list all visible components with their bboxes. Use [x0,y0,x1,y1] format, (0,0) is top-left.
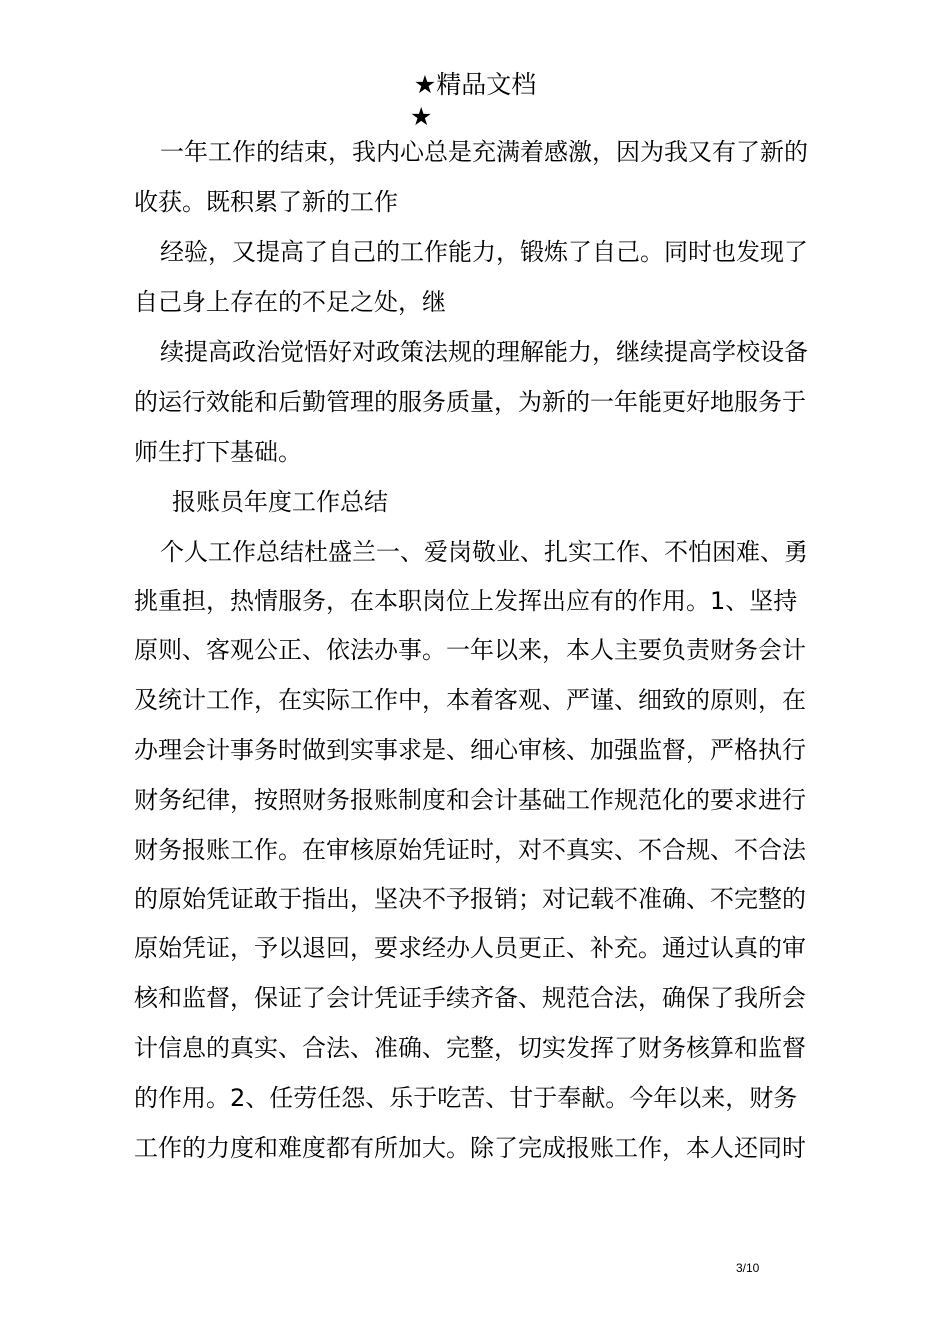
section-heading: 报账员年度工作总结 [172,488,388,516]
body-line: 的运行效能和后勤管理的服务质量，为新的一年能更好地服务于 [134,388,806,416]
body-line: 原始凭证，予以退回，要求经办人员更正、补充。通过认真的审 [134,934,806,962]
body-line: 计信息的真实、合法、准确、完整，切实发挥了财务核算和监督 [134,1034,806,1062]
body-line: 续提高政治觉悟好对政策法规的理解能力，继续提高学校设备 [160,338,808,366]
body-line: 个人工作总结杜盛兰一、爱岗敬业、扎实工作、不怕困难、勇 [160,538,808,566]
body-line: 自己身上存在的不足之处，继 [134,288,446,316]
body-line: 师生打下基础。 [134,438,302,466]
body-line: 一年工作的结束，我内心总是充满着感激，因为我又有了新的 [160,138,808,166]
body-line: 核和监督，保证了会计凭证手续齐备、规范合法，确保了我所会 [134,984,806,1012]
page-number: 3/10 [736,1261,760,1275]
body-line: 及统计工作，在实际工作中，本着客观、严谨、细致的原则，在 [134,686,806,714]
document-header-star: ★ [410,102,433,131]
body-line: 财务报账工作。在审核原始凭证时，对不真实、不合规、不合法 [134,836,806,864]
body-line: 工作的力度和难度都有所加大。除了完成报账工作，本人还同时 [134,1134,806,1162]
body-line: 原则、客观公正、依法办事。一年以来，本人主要负责财务会计 [134,636,806,664]
body-line: 财务纪律，按照财务报账制度和会计基础工作规范化的要求进行 [134,786,806,814]
body-line: 的作用。2、任劳任怨、乐于吃苦、甘于奉献。今年以来，财务 [134,1084,798,1112]
body-line: 经验，又提高了自己的工作能力，锻炼了自己。同时也发现了 [160,238,808,266]
body-line: 的原始凭证敢于指出，坚决不予报销；对记载不准确、不完整的 [134,885,806,913]
body-line: 挑重担，热情服务，在本职岗位上发挥出应有的作用。1、坚持 [134,587,798,615]
body-line: 收获。既积累了新的工作 [134,188,398,216]
body-line: 办理会计事务时做到实事求是、细心审核、加强监督，严格执行 [134,736,806,764]
document-header-title: ★精品文档 [413,70,537,99]
